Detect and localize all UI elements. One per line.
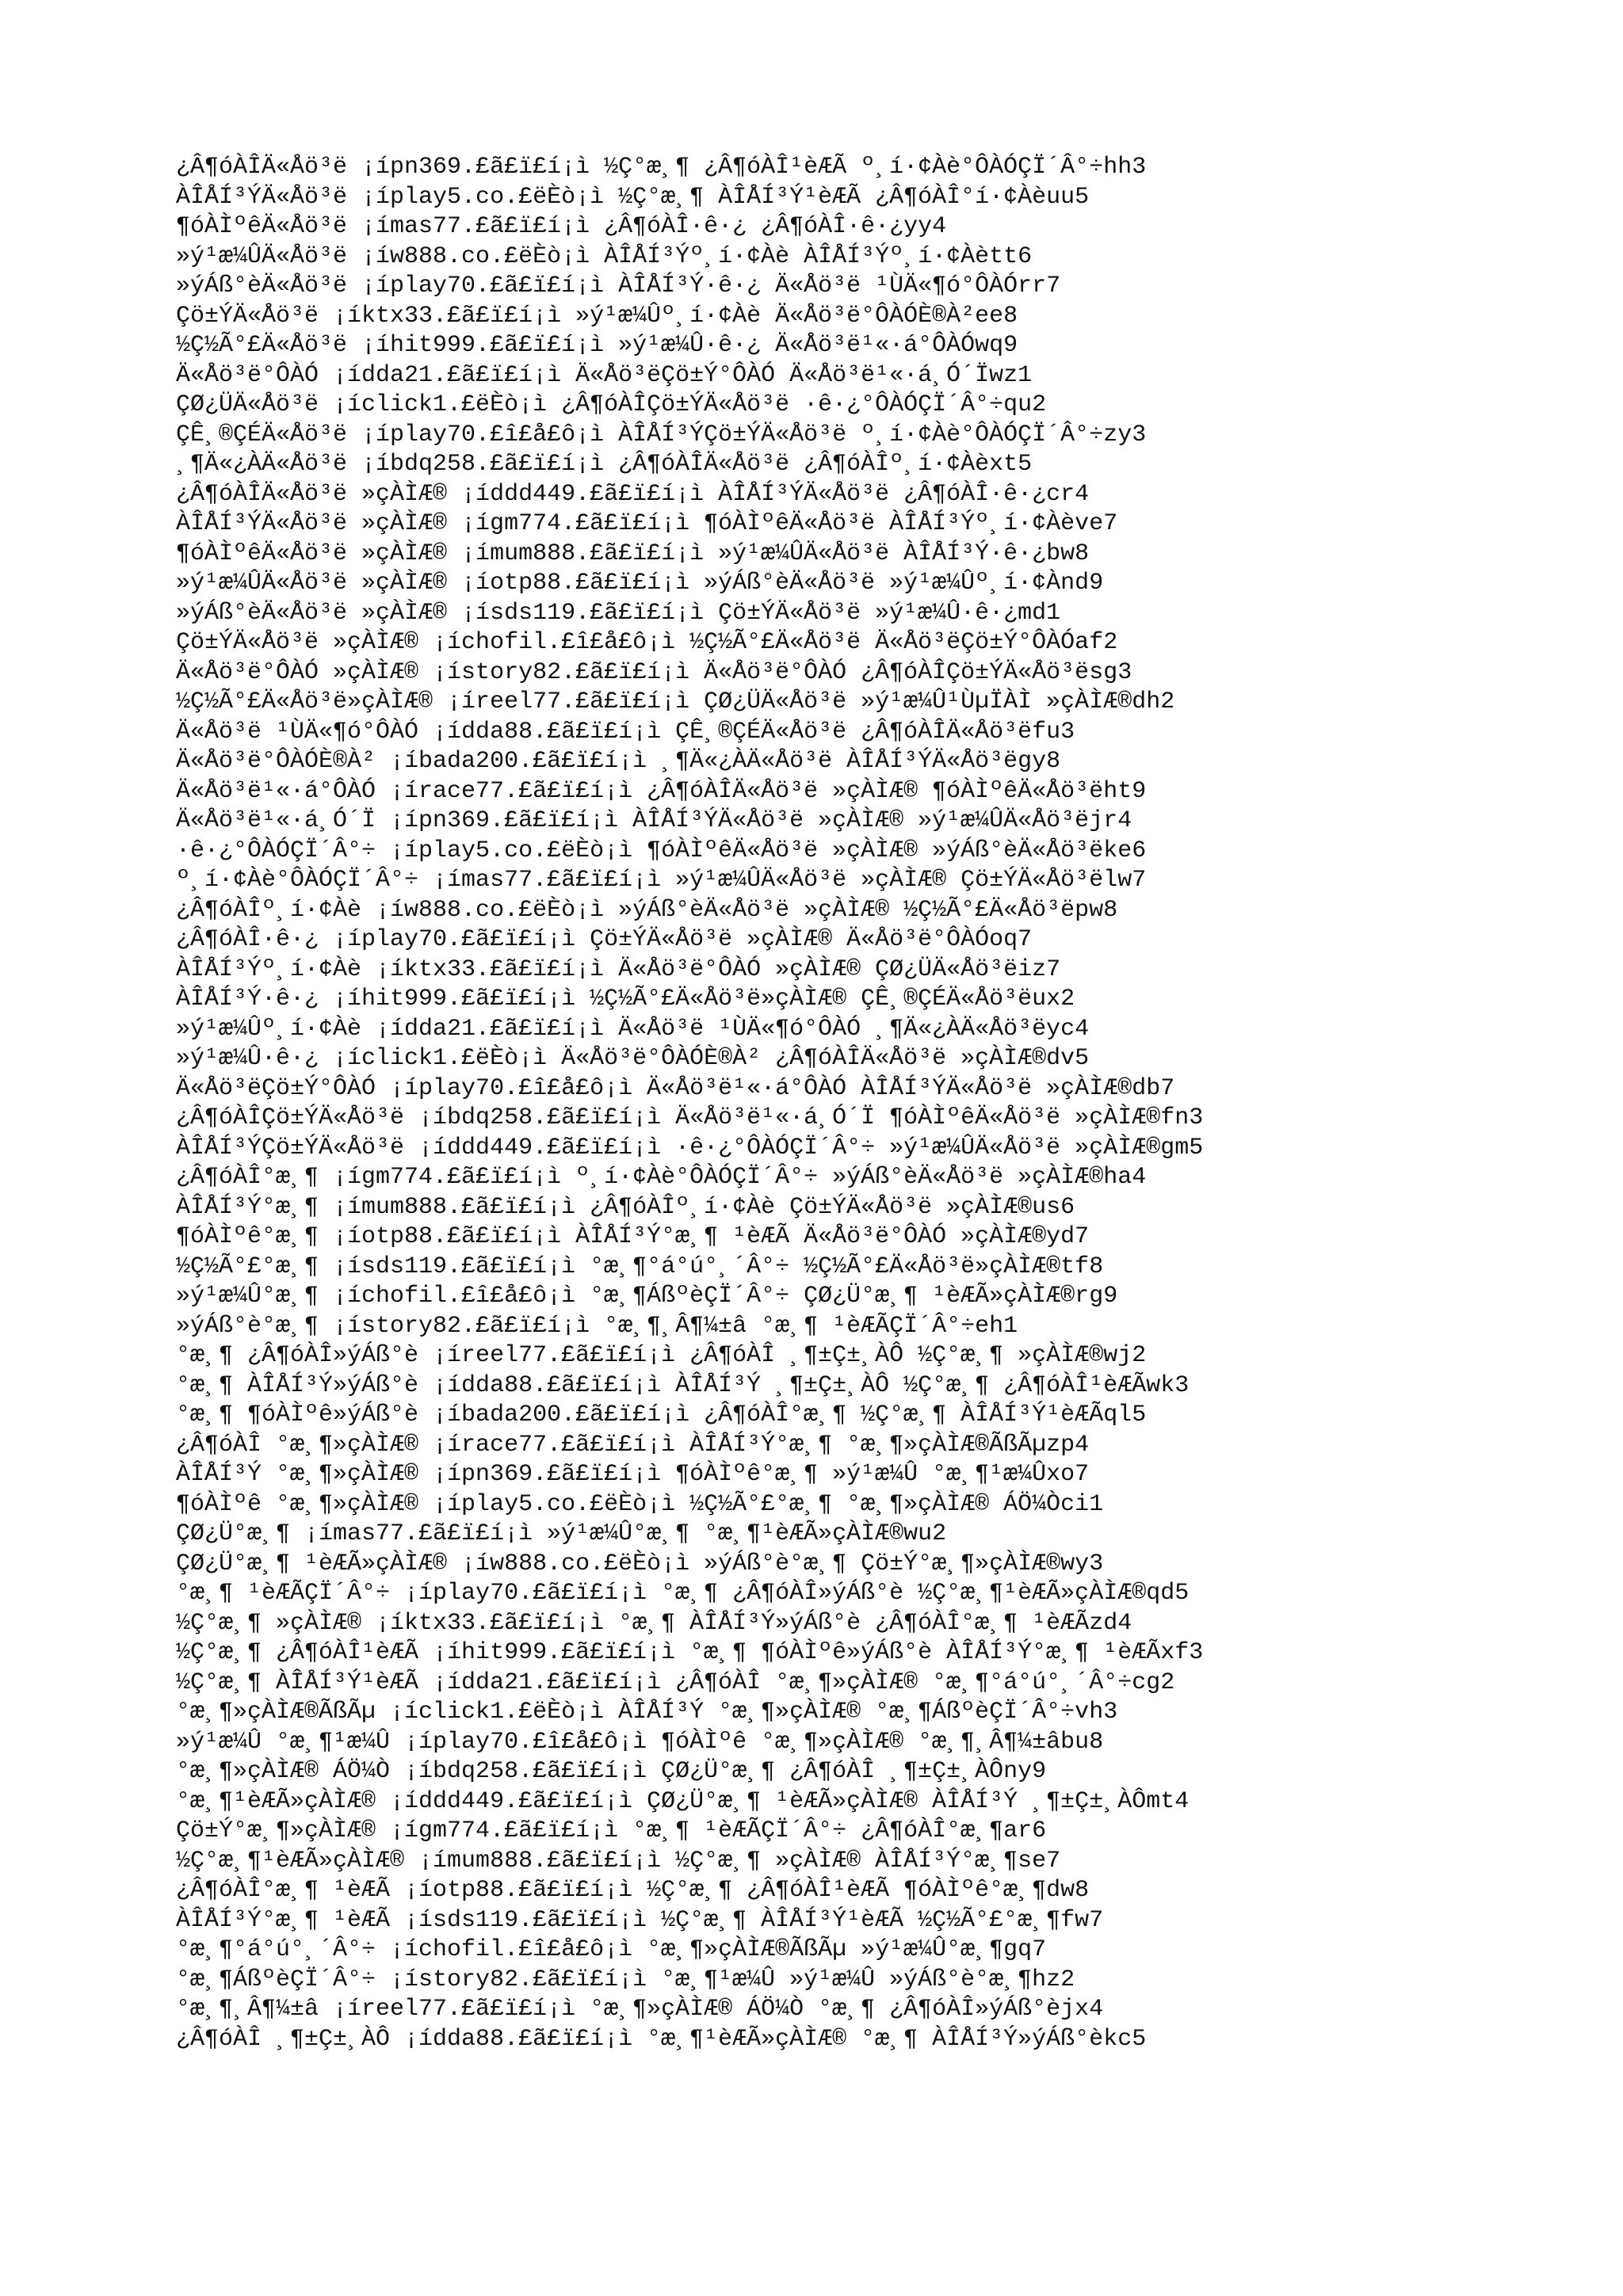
text-line: °æ¸¶¹èÆÃ»çÀÌÆ® ¡íddd449.£ã£ï£í¡ì ÇØ¿Ü°æ¸¶ ¹èÆÃ»çÀÌÆ® ÀÎÅÍ³Ý ¸¶±Ç±¸ÀÔmt4 [176, 1787, 1190, 1815]
text-line: °æ¸¶ ¹èÆÃÇÏ´Â°÷ ¡íplay70.£ã£ï£í¡ì °æ¸¶ ¿Â¶óÀÎ»ýÁß°è ½Ç°æ¸¶¹èÆÃ»çÀÌÆ®qd5 [176, 1580, 1190, 1607]
text-line: »ý¹æ¼Û°æ¸¶ ¡íchofil.£î£å£ô¡ì °æ¸¶ÁßºèÇÏ´Â°÷ ÇØ¿Ü°æ¸¶ ¹èÆÃ»çÀÌÆ®rg9 [176, 1283, 1118, 1310]
text-line: Ä«Åö³ë°ÔÀÓ ¡ídda21.£ã£ï£í¡ì Ä«Åö³ëÇö±Ý°ÔÀÓ Ä«Åö³ë¹«·á¸Ó´Ïwz1 [176, 361, 1033, 389]
text-line: °æ¸¶ÁßºèÇÏ´Â°÷ ¡ístory82.£ã£ï£í¡ì °æ¸¶¹æ¼Û »ý¹æ¼Û »ýÁß°è°æ¸¶hz2 [176, 1966, 1075, 1993]
text-line: ¿Â¶óÀÎ°æ¸¶ ¹èÆÃ ¡íotp88.£ã£ï£í¡ì ½Ç°æ¸¶ ¿Â¶óÀÎ¹èÆÃ ¶óÀÌºê°æ¸¶dw8 [176, 1877, 1090, 1904]
text-line: Ä«Åö³ë°ÔÀÓÈ®À² ¡íbada200.£ã£ï£í¡ì ¸¶Ä«¿ÀÄ«Åö³ë ÀÎÅÍ³ÝÄ«Åö³ëgy8 [176, 748, 1061, 775]
text-line: °æ¸¶»çÀÌÆ® ÁÖ¼Ò ¡íbdq258.£ã£ï£í¡ì ÇØ¿Ü°æ¸¶ ¿Â¶óÀÎ ¸¶±Ç±¸ÀÔny9 [176, 1758, 1047, 1785]
text-line: »ý¹æ¼ÛÄ«Åö³ë »çÀÌÆ® ¡íotp88.£ã£ï£í¡ì »ýÁß°èÄ«Åö³ë »ý¹æ¼Ûº¸í·¢Ànd9 [176, 570, 1104, 597]
text-line: ÀÎÅÍ³Ýº¸í·¢Àè ¡íktx33.£ã£ï£í¡ì Ä«Åö³ë°ÔÀÓ »çÀÌÆ® ÇØ¿ÜÄ«Åö³ëiz7 [176, 955, 1061, 983]
text-line: »ýÁß°èÄ«Åö³ë ¡íplay70.£ã£ï£í¡ì ÀÎÅÍ³Ý·ê·¿ Ä«Åö³ë ¹ÙÄ«¶ó°ÔÀÓrr7 [176, 273, 1061, 299]
text-line: ½Ç°æ¸¶ ÀÎÅÍ³Ý¹èÆÃ ¡ídda21.£ã£ï£í¡ì ¿Â¶óÀÎ °æ¸¶»çÀÌÆ® °æ¸¶°á°ú°¸´Â°÷cg2 [176, 1669, 1175, 1696]
text-line: ½Ç½Ã°£°æ¸¶ ¡ísds119.£ã£ï£í¡ì °æ¸¶°á°ú°¸´Â°÷ ½Ç½Ã°£Ä«Åö³ë»çÀÌÆ®tf8 [176, 1253, 1104, 1280]
text-line: ÇØ¿Ü°æ¸¶ ¹èÆÃ»çÀÌÆ® ¡íw888.co.£ëÈò¡ì »ýÁß°è°æ¸¶ Çö±Ý°æ¸¶»çÀÌÆ®wy3 [176, 1550, 1104, 1577]
text-line: ÇØ¿Ü°æ¸¶ ¡ímas77.£ã£ï£í¡ì »ý¹æ¼Û°æ¸¶ °æ¸¶¹èÆÃ»çÀÌÆ®wu2 [176, 1520, 947, 1547]
text-line: °æ¸¶ ¶óÀÌºê»ýÁß°è ¡íbada200.£ã£ï£í¡ì ¿Â¶óÀÎ°æ¸¶ ½Ç°æ¸¶ ÀÎÅÍ³Ý¹èÆÃql5 [176, 1402, 1147, 1428]
text-line: ÀÎÅÍ³ÝÇö±ÝÄ«Åö³ë ¡íddd449.£ã£ï£í¡ì ·ê·¿°ÔÀÓÇÏ´Â°÷ »ý¹æ¼ÛÄ«Åö³ë »çÀÌÆ®gm5 [176, 1134, 1204, 1161]
text-line: ¿Â¶óÀÎÄ«Åö³ë ¡ípn369.£ã£ï£í¡ì ½Ç°æ¸¶ ¿Â¶óÀÎ¹èÆÃ º¸í·¢Àè°ÔÀÓÇÏ´Â°÷hh3 [176, 154, 1147, 181]
text-line: ¿Â¶óÀÎÄ«Åö³ë »çÀÌÆ® ¡íddd449.£ã£ï£í¡ì ÀÎÅÍ³ÝÄ«Åö³ë ¿Â¶óÀÎ·ê·¿cr4 [176, 480, 1090, 508]
text-line: »ý¹æ¼Û °æ¸¶¹æ¼Û ¡íplay70.£î£å£ô¡ì ¶óÀÌºê °æ¸¶»çÀÌÆ® °æ¸¶¸Â¶¼±âbu8 [176, 1728, 1104, 1756]
text-line: Ä«Åö³ë¹«·á¸Ó´Ï ¡ípn369.£ã£ï£í¡ì ÀÎÅÍ³ÝÄ«Åö³ë »çÀÌÆ® »ý¹æ¼ÛÄ«Åö³ëjr4 [176, 807, 1132, 834]
text-line: ¿Â¶óÀÎ°æ¸¶ ¡ígm774.£ã£ï£í¡ì º¸í·¢Àè°ÔÀÓÇÏ´Â°÷ »ýÁß°èÄ«Åö³ë »çÀÌÆ®ha4 [176, 1164, 1147, 1191]
text-line: ¸¶Ä«¿ÀÄ«Åö³ë ¡íbdq258.£ã£ï£í¡ì ¿Â¶óÀÎÄ«Åö³ë ¿Â¶óÀÎº¸í·¢Àèxt5 [176, 451, 1033, 478]
text-line: Çö±ÝÄ«Åö³ë »çÀÌÆ® ¡íchofil.£î£å£ô¡ì ½Ç½Ã°£Ä«Åö³ë Ä«Åö³ëÇö±Ý°ÔÀÓaf2 [176, 629, 1118, 656]
text-line: ÇØ¿ÜÄ«Åö³ë ¡íclick1.£ëÈò¡ì ¿Â¶óÀÎÇö±ÝÄ«Åö³ë ·ê·¿°ÔÀÓÇÏ´Â°÷qu2 [176, 391, 1047, 418]
text-body [176, 153, 1587, 2054]
text-line: Ä«Åö³ë°ÔÀÓ »çÀÌÆ® ¡ístory82.£ã£ï£í¡ì Ä«Åö³ë°ÔÀÓ ¿Â¶óÀÎÇö±ÝÄ«Åö³ësg3 [176, 658, 1132, 686]
text-line: »ý¹æ¼Ûº¸í·¢Àè ¡ídda21.£ã£ï£í¡ì Ä«Åö³ë ¹ÙÄ«¶ó°ÔÀÓ ¸¶Ä«¿ÀÄ«Åö³ëyc4 [176, 1015, 1090, 1043]
text-line: ¿Â¶óÀÎÇö±ÝÄ«Åö³ë ¡íbdq258.£ã£ï£í¡ì Ä«Åö³ë¹«·á¸Ó´Ï ¶óÀÌºêÄ«Åö³ë »çÀÌÆ®fn3 [176, 1104, 1204, 1131]
text-line: °æ¸¶ ÀÎÅÍ³Ý»ýÁß°è ¡ídda88.£ã£ï£í¡ì ÀÎÅÍ³Ý ¸¶±Ç±¸ÀÔ ½Ç°æ¸¶ ¿Â¶óÀÎ¹èÆÃwk3 [176, 1371, 1190, 1399]
text-line: ·ê·¿°ÔÀÓÇÏ´Â°÷ ¡íplay5.co.£ëÈò¡ì ¶óÀÌºêÄ«Åö³ë »çÀÌÆ® »ýÁß°èÄ«Åö³ëke6 [176, 837, 1147, 864]
text-line: ÀÎÅÍ³Ý°æ¸¶ ¡ímum888.£ã£ï£í¡ì ¿Â¶óÀÎº¸í·¢Àè Çö±ÝÄ«Åö³ë »çÀÌÆ®us6 [176, 1193, 1075, 1221]
text-line: ½Ç°æ¸¶ ¿Â¶óÀÎ¹èÆÃ ¡íhit999.£ã£ï£í¡ì °æ¸¶ ¶óÀÌºê»ýÁß°è ÀÎÅÍ³Ý°æ¸¶ ¹èÆÃxf3 [176, 1639, 1204, 1666]
text-line: º¸í·¢Àè°ÔÀÓÇÏ´Â°÷ ¡ímas77.£ã£ï£í¡ì »ý¹æ¼ÛÄ«Åö³ë »çÀÌÆ® Çö±ÝÄ«Åö³ëlw7 [176, 867, 1147, 894]
text-line: Ä«Åö³ë¹«·á°ÔÀÓ ¡írace77.£ã£ï£í¡ì ¿Â¶óÀÎÄ«Åö³ë »çÀÌÆ® ¶óÀÌºêÄ«Åö³ëht9 [176, 777, 1147, 805]
text-line: °æ¸¶¸Â¶¼±â ¡íreel77.£ã£ï£í¡ì °æ¸¶»çÀÌÆ® ÁÖ¼Ò °æ¸¶ ¿Â¶óÀÎ»ýÁß°èjx4 [176, 1996, 1104, 2023]
text-line: °æ¸¶»çÀÌÆ®ÃßÃµ ¡íclick1.£ëÈò¡ì ÀÎÅÍ³Ý °æ¸¶»çÀÌÆ® °æ¸¶ÁßºèÇÏ´Â°÷vh3 [176, 1699, 1118, 1726]
text-line: ½Ç°æ¸¶¹èÆÃ»çÀÌÆ® ¡ímum888.£ã£ï£í¡ì ½Ç°æ¸¶ »çÀÌÆ® ÀÎÅÍ³Ý°æ¸¶se7 [176, 1847, 1061, 1875]
text-line: °æ¸¶ ¿Â¶óÀÎ»ýÁß°è ¡íreel77.£ã£ï£í¡ì ¿Â¶óÀÎ ¸¶±Ç±¸ÀÔ ½Ç°æ¸¶ »çÀÌÆ®wj2 [176, 1342, 1147, 1369]
text-line: ¿Â¶óÀÎ ¸¶±Ç±¸ÀÔ ¡ídda88.£ã£ï£í¡ì °æ¸¶¹èÆÃ»çÀÌÆ® °æ¸¶ ÀÎÅÍ³Ý»ýÁß°èkc5 [176, 2025, 1147, 2053]
text-line: ¶óÀÌºê°æ¸¶ ¡íotp88.£ã£ï£í¡ì ÀÎÅÍ³Ý°æ¸¶ ¹èÆÃ Ä«Åö³ë°ÔÀÓ »çÀÌÆ®yd7 [176, 1223, 1090, 1250]
text-line: Çö±ÝÄ«Åö³ë ¡íktx33.£ã£ï£í¡ì »ý¹æ¼Ûº¸í·¢Àè Ä«Åö³ë°ÔÀÓÈ®À²ee8 [176, 302, 1018, 330]
text-line: ¿Â¶óÀÎº¸í·¢Àè ¡íw888.co.£ëÈò¡ì »ýÁß°èÄ«Åö³ë »çÀÌÆ® ½Ç½Ã°£Ä«Åö³ëpw8 [176, 896, 1118, 924]
text-line: Ä«Åö³ëÇö±Ý°ÔÀÓ ¡íplay70.£î£å£ô¡ì Ä«Åö³ë¹«·á°ÔÀÓ ÀÎÅÍ³ÝÄ«Åö³ë »çÀÌÆ®db7 [176, 1074, 1175, 1102]
text-line: ¿Â¶óÀÎ °æ¸¶»çÀÌÆ® ¡írace77.£ã£ï£í¡ì ÀÎÅÍ³Ý°æ¸¶ °æ¸¶»çÀÌÆ®ÃßÃµzp4 [176, 1431, 1090, 1459]
text-line: ÀÎÅÍ³ÝÄ«Åö³ë »çÀÌÆ® ¡ígm774.£ã£ï£í¡ì ¶óÀÌºêÄ«Åö³ë ÀÎÅÍ³Ýº¸í·¢Àève7 [176, 510, 1118, 537]
text-line: ¶óÀÌºê °æ¸¶»çÀÌÆ® ¡íplay5.co.£ëÈò¡ì ½Ç½Ã°£°æ¸¶ °æ¸¶»çÀÌÆ® ÁÖ¼Òci1 [176, 1490, 1104, 1518]
text-line: ÀÎÅÍ³Ý°æ¸¶ ¹èÆÃ ¡ísds119.£ã£ï£í¡ì ½Ç°æ¸¶ ÀÎÅÍ³Ý¹èÆÃ ½Ç½Ã°£°æ¸¶fw7 [176, 1906, 1104, 1934]
text-line: »ý¹æ¼ÛÄ«Åö³ë ¡íw888.co.£ëÈò¡ì ÀÎÅÍ³Ýº¸í·¢Àè ÀÎÅÍ³Ýº¸í·¢Àètt6 [176, 242, 1033, 270]
text-line: Ä«Åö³ë ¹ÙÄ«¶ó°ÔÀÓ ¡ídda88.£ã£ï£í¡ì ÇÊ¸®ÇÉÄ«Åö³ë ¿Â¶óÀÎÄ«Åö³ëfu3 [176, 718, 1075, 746]
text-line: »ýÁß°èÄ«Åö³ë »çÀÌÆ® ¡ísds119.£ã£ï£í¡ì Çö±ÝÄ«Åö³ë »ý¹æ¼Û·ê·¿md1 [176, 599, 1061, 627]
text-line: ½Ç½Ã°£Ä«Åö³ë»çÀÌÆ® ¡íreel77.£ã£ï£í¡ì ÇØ¿ÜÄ«Åö³ë »ý¹æ¼Û¹ÙµÏÀÌ »çÀÌÆ®dh2 [176, 688, 1175, 715]
text-line: ¿Â¶óÀÎ·ê·¿ ¡íplay70.£ã£ï£í¡ì Çö±ÝÄ«Åö³ë »çÀÌÆ® Ä«Åö³ë°ÔÀÓoq7 [176, 926, 1033, 953]
text-line: ¶óÀÌºêÄ«Åö³ë ¡ímas77.£ã£ï£í¡ì ¿Â¶óÀÎ·ê·¿ ¿Â¶óÀÎ·ê·¿yy4 [176, 213, 947, 240]
text-line: ÇÊ¸®ÇÉÄ«Åö³ë ¡íplay70.£î£å£ô¡ì ÀÎÅÍ³ÝÇö±ÝÄ«Åö³ë º¸í·¢Àè°ÔÀÓÇÏ´Â°÷zy3 [176, 421, 1147, 448]
text-line: ÀÎÅÍ³Ý °æ¸¶»çÀÌÆ® ¡ípn369.£ã£ï£í¡ì ¶óÀÌºê°æ¸¶ »ý¹æ¼Û °æ¸¶¹æ¼Ûxo7 [176, 1461, 1090, 1488]
text-line: °æ¸¶°á°ú°¸´Â°÷ ¡íchofil.£î£å£ô¡ì °æ¸¶»çÀÌÆ®ÃßÃµ »ý¹æ¼Û°æ¸¶gq7 [176, 1936, 1047, 1963]
text-line: ½Ç°æ¸¶ »çÀÌÆ® ¡íktx33.£ã£ï£í¡ì °æ¸¶ ÀÎÅÍ³Ý»ýÁß°è ¿Â¶óÀÎ°æ¸¶ ¹èÆÃzd4 [176, 1609, 1132, 1637]
text-line: »ý¹æ¼Û·ê·¿ ¡íclick1.£ëÈò¡ì Ä«Åö³ë°ÔÀÓÈ®À² ¿Â¶óÀÎÄ«Åö³ë »çÀÌÆ®dv5 [176, 1045, 1090, 1072]
text-line: ¶óÀÌºêÄ«Åö³ë »çÀÌÆ® ¡ímum888.£ã£ï£í¡ì »ý¹æ¼ÛÄ«Åö³ë ÀÎÅÍ³Ý·ê·¿bw8 [176, 540, 1090, 567]
text-line: Çö±Ý°æ¸¶»çÀÌÆ® ¡ígm774.£ã£ï£í¡ì °æ¸¶ ¹èÆÃÇÏ´Â°÷ ¿Â¶óÀÎ°æ¸¶ar6 [176, 1817, 1047, 1844]
text-line: »ýÁß°è°æ¸¶ ¡ístory82.£ã£ï£í¡ì °æ¸¶¸Â¶¼±â °æ¸¶ ¹èÆÃÇÏ´Â°÷eh1 [176, 1312, 1018, 1340]
text-line: ½Ç½Ã°£Ä«Åö³ë ¡íhit999.£ã£ï£í¡ì »ý¹æ¼Û·ê·¿ Ä«Åö³ë¹«·á°ÔÀÓwq9 [176, 332, 1018, 359]
text-line: ÀÎÅÍ³Ý·ê·¿ ¡íhit999.£ã£ï£í¡ì ½Ç½Ã°£Ä«Åö³ë»çÀÌÆ® ÇÊ¸®ÇÉÄ«Åö³ëux2 [176, 986, 1075, 1013]
text-line: ÀÎÅÍ³ÝÄ«Åö³ë ¡íplay5.co.£ëÈò¡ì ½Ç°æ¸¶ ÀÎÅÍ³Ý¹èÆÃ ¿Â¶óÀÎ°í·¢Àèuu5 [176, 183, 1090, 211]
